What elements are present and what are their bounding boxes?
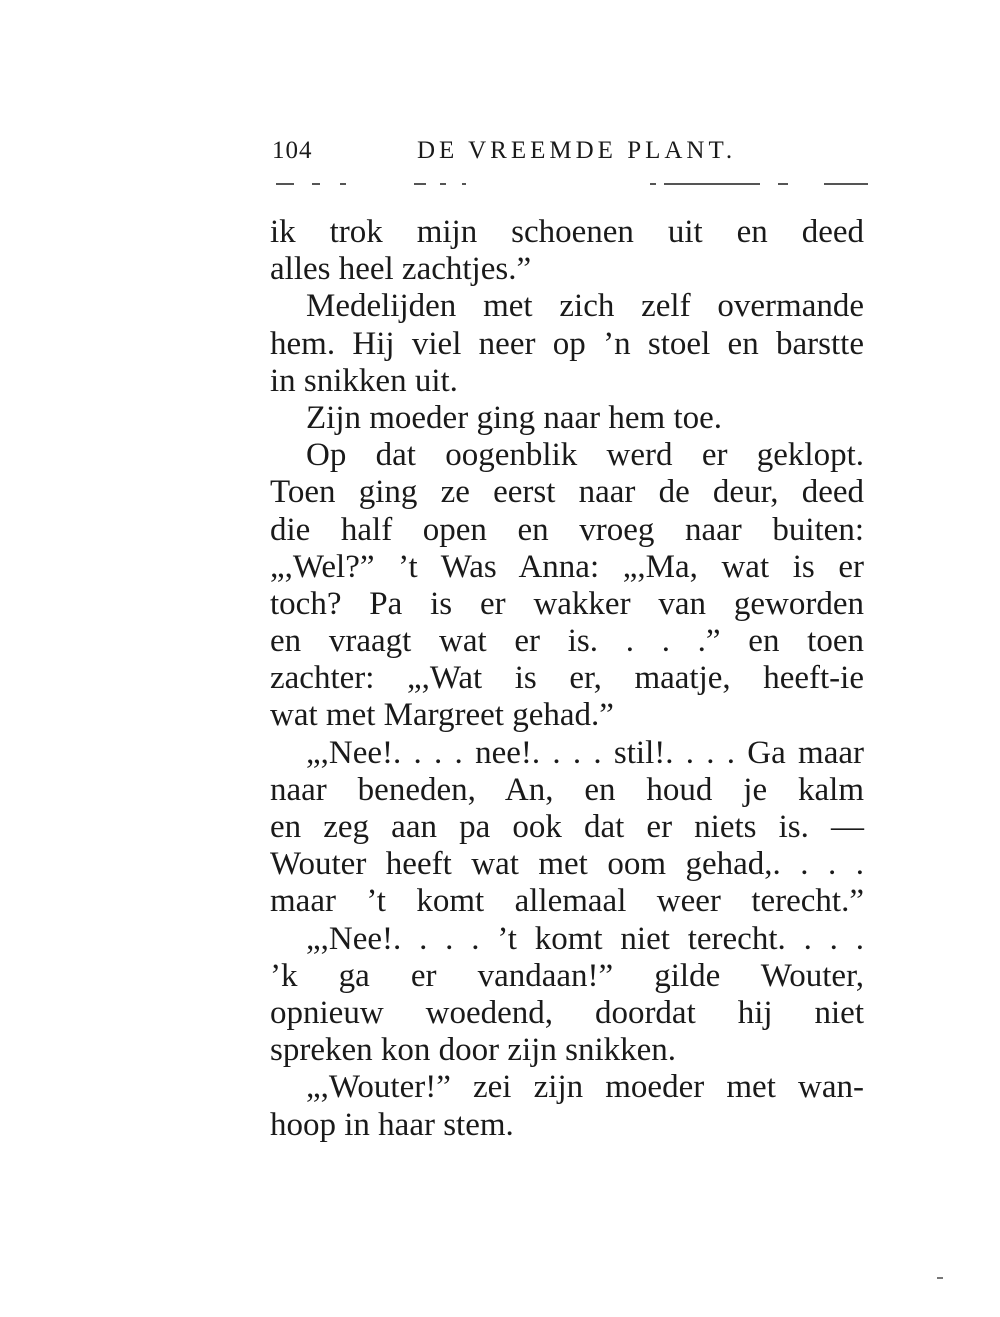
text-line: spreken kon door zijn snikken.: [270, 1032, 677, 1069]
text-line: Wouter heeft wat met oom gehad,. . . .: [270, 846, 864, 883]
text-line: alles heel zachtjes.”: [270, 251, 532, 288]
text-line: Zijn moeder ging naar hem toe.: [306, 399, 723, 436]
text-line: ik trok mijn schoenen uit en deed: [270, 214, 864, 250]
text-line: naar beneden, An, en houd je kalm: [270, 771, 864, 808]
text-line: toch? Pa is er wakker van geworden: [270, 585, 864, 622]
text-line: „,Nee!. . . . nee!. . . . stil!. . . . Ga maar: [306, 734, 864, 771]
running-header: [272, 137, 868, 171]
text-line: en vraagt wat er is. . . .” en toen: [270, 623, 864, 660]
text-line: ’k ga er vandaan!” gilde Wouter,: [270, 957, 864, 994]
scan-speck: [937, 1277, 943, 1279]
body-text: [270, 214, 864, 1144]
text-line: Op dat oogenblik werd er geklopt.: [306, 437, 864, 474]
text-line: Medelijden met zich zelf overmande: [306, 288, 864, 325]
text-line: in snikken uit.: [270, 362, 458, 399]
text-line: wat met Margreet gehad.”: [270, 697, 614, 734]
text-line: die half open en vroeg naar buiten:: [270, 511, 864, 548]
text-line: Toen ging ze eerst naar de deur, deed: [270, 474, 864, 511]
header-rule: [272, 183, 868, 185]
text-line: „,Nee!. . . . ’t komt niet terecht. . . .: [306, 920, 864, 957]
text-line: opnieuw woedend, doordat hij niet: [270, 994, 864, 1031]
text-line: „,Wel?” ’t Was Anna: „,Ma, wat is er: [270, 548, 864, 585]
text-line: maar ’t komt allemaal weer terecht.”: [270, 883, 864, 920]
page-number: 104: [272, 137, 313, 164]
running-title: DE VREEMDE PLANT.: [417, 137, 737, 164]
text-line: hem. Hij viel neer op ’n stoel en barstte: [270, 325, 864, 362]
text-line: en zeg aan pa ook dat er niets is. —: [270, 809, 864, 845]
text-line: zachter: „,Wat is er, maatje, heeft-ie: [270, 660, 864, 697]
text-line: „,Wouter!” zei zijn moeder met wan-: [306, 1069, 864, 1106]
text-line: hoop in haar stem.: [270, 1106, 514, 1143]
